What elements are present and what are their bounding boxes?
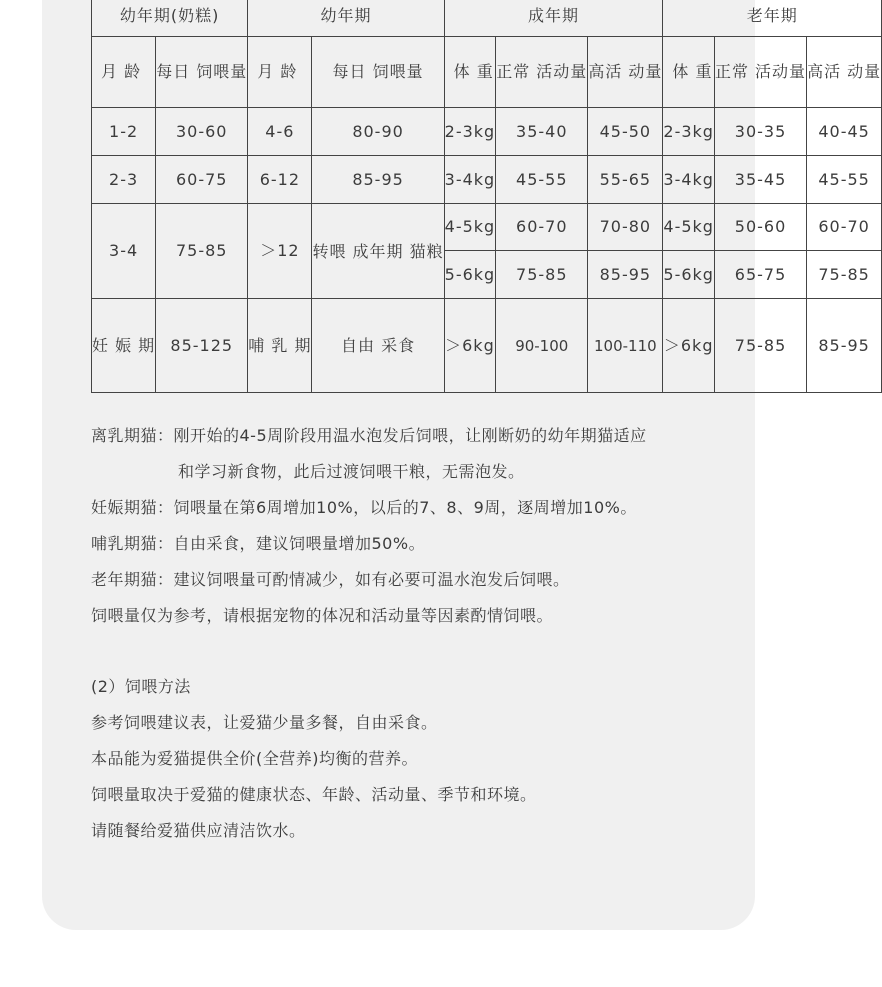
col-normal-activity: 正常 活动量 bbox=[496, 37, 588, 108]
cell-weight: 2-3kg bbox=[663, 108, 715, 156]
cell-high: 40-45 bbox=[807, 108, 882, 156]
cell-high: 100-110 bbox=[588, 299, 663, 393]
cell-normal: 35-45 bbox=[714, 156, 806, 204]
col-weight: 体 重 bbox=[444, 37, 496, 108]
cell-high: 45-50 bbox=[588, 108, 663, 156]
cell-daily: 85-125 bbox=[156, 299, 248, 393]
method-line: 本品能为爱猫提供全价(全营养)均衡的营养。 bbox=[91, 749, 418, 768]
cell-normal: 75-85 bbox=[496, 251, 588, 299]
cell-daily: 30-60 bbox=[156, 108, 248, 156]
group-adult: 成年期 bbox=[444, 0, 663, 37]
cell-age: ＞12 bbox=[248, 204, 312, 299]
cell-weight: 2-3kg bbox=[444, 108, 496, 156]
cell-weight: 4-5kg bbox=[444, 204, 496, 251]
note-senior: 老年期猫：建议饲喂量可酌情减少，如有必要可温水泡发后饲喂。 bbox=[91, 570, 570, 589]
cell-daily: 75-85 bbox=[156, 204, 248, 299]
cell-normal: 65-75 bbox=[714, 251, 806, 299]
col-daily: 每日 饲喂量 bbox=[312, 37, 444, 108]
col-high-activity: 高活 动量 bbox=[588, 37, 663, 108]
cell-weight: 3-4kg bbox=[444, 156, 496, 204]
cell-normal: 60-70 bbox=[496, 204, 588, 251]
cell-high: 55-65 bbox=[588, 156, 663, 204]
group-kitten-milk: 幼年期(奶糕) bbox=[92, 0, 248, 37]
cell-normal: 45-55 bbox=[496, 156, 588, 204]
cell-high: 85-95 bbox=[588, 251, 663, 299]
cell-daily: 自由 采食 bbox=[312, 299, 444, 393]
cell-age: 妊 娠 期 bbox=[92, 299, 156, 393]
cell-age: 3-4 bbox=[92, 204, 156, 299]
col-high-activity: 高活 动量 bbox=[807, 37, 882, 108]
col-normal-activity: 正常 活动量 bbox=[714, 37, 806, 108]
cell-weight: 5-6kg bbox=[663, 251, 715, 299]
group-kitten: 幼年期 bbox=[248, 0, 444, 37]
cell-weight: 5-6kg bbox=[444, 251, 496, 299]
group-senior: 老年期 bbox=[663, 0, 882, 37]
cell-daily: 80-90 bbox=[312, 108, 444, 156]
cell-high: 70-80 bbox=[588, 204, 663, 251]
method-line: 饲喂量取决于爱猫的健康状态、年龄、活动量、季节和环境。 bbox=[91, 785, 537, 804]
cell-normal: 30-35 bbox=[714, 108, 806, 156]
table-subheader-row bbox=[92, 37, 882, 108]
cell-weight: 3-4kg bbox=[663, 156, 715, 204]
cell-high: 75-85 bbox=[807, 251, 882, 299]
cell-age: 哺 乳 期 bbox=[248, 299, 312, 393]
cell-weight: ＞6kg bbox=[444, 299, 496, 393]
note-reference: 饲喂量仅为参考，请根据宠物的体况和活动量等因素酌情饲喂。 bbox=[91, 606, 554, 625]
col-daily: 每日 饲喂量 bbox=[156, 37, 248, 108]
cell-age: 2-3 bbox=[92, 156, 156, 204]
cell-high: 45-55 bbox=[807, 156, 882, 204]
cell-weight: 4-5kg bbox=[663, 204, 715, 251]
method-heading: (2）饲喂方法 bbox=[91, 677, 191, 696]
col-age: 月 龄 bbox=[92, 37, 156, 108]
cell-age: 4-6 bbox=[248, 108, 312, 156]
table-row bbox=[92, 299, 882, 393]
note-lactation: 哺乳期猫：自由采食，建议饲喂量增加50%。 bbox=[91, 534, 426, 553]
col-weight: 体 重 bbox=[663, 37, 715, 108]
note-weaning-cont: 和学习新食物，此后过渡饲喂干粮，无需泡发。 bbox=[178, 462, 525, 481]
method-line: 参考饲喂建议表，让爱猫少量多餐，自由采食。 bbox=[91, 713, 438, 732]
cell-high: 60-70 bbox=[807, 204, 882, 251]
cell-normal: 35-40 bbox=[496, 108, 588, 156]
cell-normal: 90-100 bbox=[496, 299, 588, 393]
table-row bbox=[92, 204, 882, 251]
cell-daily: 转喂 成年期 猫粮 bbox=[312, 204, 444, 299]
method-line: 请随餐给爱猫供应清洁饮水。 bbox=[91, 821, 306, 840]
table-row bbox=[92, 108, 882, 156]
cell-high: 85-95 bbox=[807, 299, 882, 393]
cell-weight: ＞6kg bbox=[663, 299, 715, 393]
col-age: 月 龄 bbox=[248, 37, 312, 108]
cell-age: 1-2 bbox=[92, 108, 156, 156]
cell-daily: 85-95 bbox=[312, 156, 444, 204]
cell-normal: 75-85 bbox=[714, 299, 806, 393]
table-header-row bbox=[92, 0, 882, 37]
cell-daily: 60-75 bbox=[156, 156, 248, 204]
table-row bbox=[92, 156, 882, 204]
feeding-table bbox=[91, 0, 882, 393]
cell-age: 6-12 bbox=[248, 156, 312, 204]
note-weaning: 离乳期猫：刚开始的4-5周阶段用温水泡发后饲喂，让刚断奶的幼年期猫适应 bbox=[91, 426, 647, 445]
note-pregnancy: 妊娠期猫：饲喂量在第6周增加10%，以后的7、8、9周，逐周增加10%。 bbox=[91, 498, 637, 517]
cell-normal: 50-60 bbox=[714, 204, 806, 251]
